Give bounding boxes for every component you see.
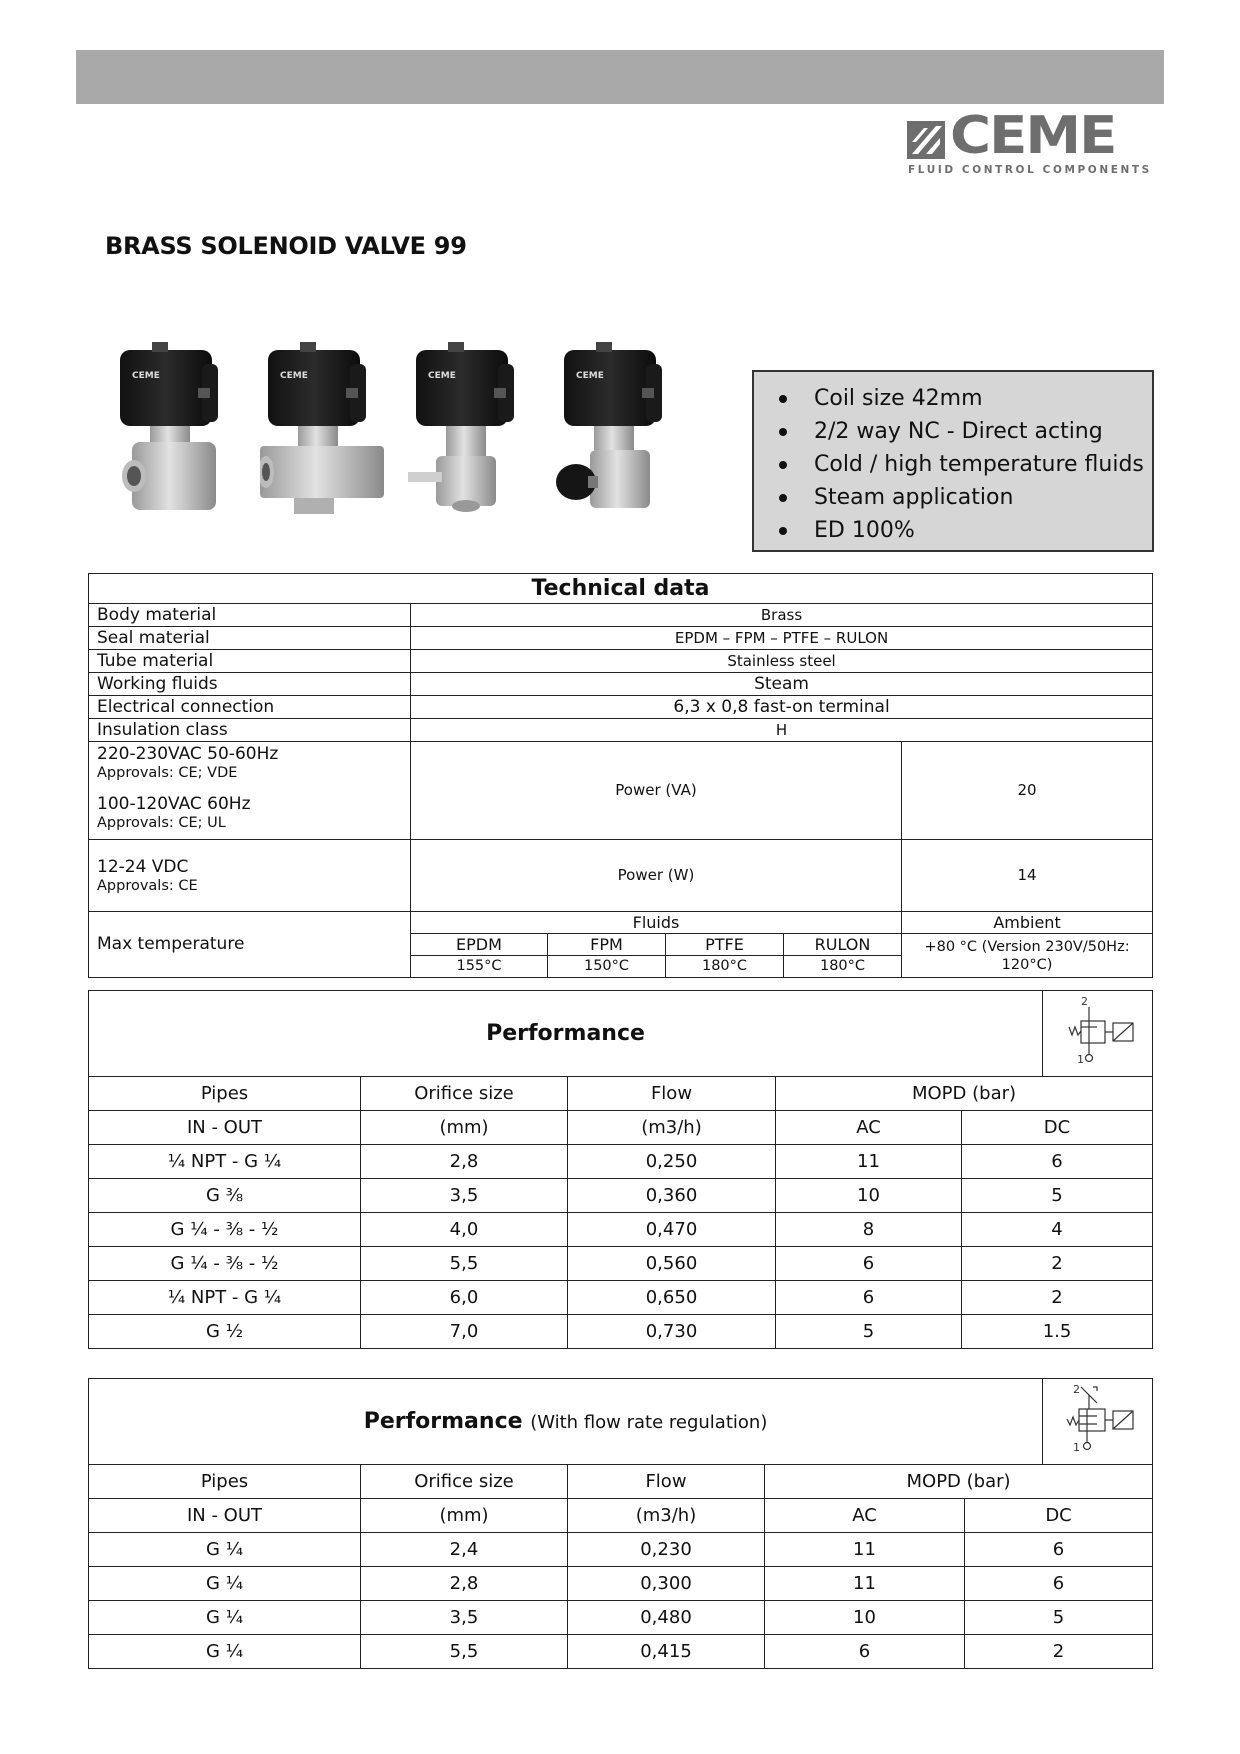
dc-power-row: 12-24 VDC Approvals: CE Power (W) 14 xyxy=(89,840,1153,912)
valve-image-2 xyxy=(260,342,390,520)
technical-data-title: Technical data xyxy=(89,574,1153,604)
valve-4-logo: CEME xyxy=(576,371,604,381)
page-title: BRASS SOLENOID VALVE 99 xyxy=(105,232,467,260)
table-row: G ⅜ 3,5 0,360 10 5 xyxy=(89,1179,1153,1213)
bullet-icon xyxy=(779,395,787,403)
valve-image-3 xyxy=(408,342,538,520)
logo-subtitle: FLUID CONTROL COMPONENTS xyxy=(908,164,1152,176)
table-row: G ¼ 2,8 0,300 11 6 xyxy=(89,1567,1153,1601)
svg-text:2: 2 xyxy=(1081,995,1089,1008)
valve-2-logo: CEME xyxy=(280,371,308,381)
max-temperature-row: Max temperature Fluids Ambient xyxy=(89,912,1153,934)
features-list xyxy=(768,382,1152,547)
table-row: G ¼ - ⅜ - ½ 4,0 0,470 8 4 xyxy=(89,1213,1153,1247)
bullet-icon xyxy=(779,527,787,535)
table-row: G ½ 7,0 0,730 5 1.5 xyxy=(89,1315,1153,1349)
bullet-icon xyxy=(779,428,787,436)
valve-symbol-icon xyxy=(1043,991,1153,1071)
table-row: G ¼ 5,5 0,415 6 2 xyxy=(89,1635,1153,1669)
table-row: Working fluids Steam xyxy=(89,673,1153,696)
feature-item: Coil size 42mm xyxy=(768,382,1152,415)
feature-item: ED 100% xyxy=(768,514,1152,547)
svg-text:1: 1 xyxy=(1073,1441,1081,1454)
valve-1-logo: CEME xyxy=(132,371,160,381)
product-images xyxy=(112,342,672,520)
feature-item: Steam application xyxy=(768,481,1152,514)
table-row: Body material Brass xyxy=(89,604,1153,627)
ac-power-row: 220-230VAC 50-60Hz Approvals: CE; VDE 100-120VAC 60Hz Approvals: CE; UL Power (VA) 20 xyxy=(89,742,1153,840)
valve-image-1 xyxy=(112,342,242,520)
performance-regulated-table xyxy=(88,1378,1153,1669)
valve-image-4 xyxy=(556,342,686,520)
table-header-row: IN - OUT (mm) (m3/h) AC DC xyxy=(89,1111,1153,1145)
regulated-valve-symbol-icon xyxy=(1043,1379,1153,1459)
features-box xyxy=(752,370,1154,552)
logo-word: CEME xyxy=(950,106,1116,166)
performance-regulated-title: Performance (With flow rate regulation) xyxy=(89,1379,1043,1465)
performance-table xyxy=(88,990,1153,1349)
valve-symbol-cell xyxy=(1043,991,1153,1077)
table-row: ¼ NPT - G ¼ 6,0 0,650 6 2 xyxy=(89,1281,1153,1315)
feature-item: 2/2 way NC - Direct acting xyxy=(768,415,1152,448)
table-header-row: IN - OUT (mm) (m3/h) AC DC xyxy=(89,1499,1153,1533)
table-row: G ¼ 2,4 0,230 11 6 xyxy=(89,1533,1153,1567)
ceme-logo-mark-icon xyxy=(906,120,946,160)
table-row: ¼ NPT - G ¼ 2,8 0,250 11 6 xyxy=(89,1145,1153,1179)
table-row: Insulation class H xyxy=(89,719,1153,742)
table-row: G ¼ - ⅜ - ½ 5,5 0,560 6 2 xyxy=(89,1247,1153,1281)
feature-item: Cold / high temperature fluids xyxy=(768,448,1152,481)
svg-text:2: 2 xyxy=(1073,1383,1081,1396)
table-row: Electrical connection 6,3 x 0,8 fast-on terminal xyxy=(89,696,1153,719)
table-row: Seal material EPDM – FPM – PTFE – RULON xyxy=(89,627,1153,650)
technical-data-table: Technical data Body material Brass Seal material EPDM – FPM – PTFE – RULON Tube material Stainless steel Working fluids Steam Electrical connection 6,3 x 0,8 fast-on terminal Insulation class H 220-230VAC 50-60Hz Approvals: CE; VDE 100-120VAC 60Hz Approvals: CE; UL Power (VA) 20 12-24 VDC Approvals: CE Power (W) 14 Max temperature Fluids Ambient EPDM FPM PTFE RULON +80 °C (Version 230V/50Hz: 120°C) 155°C 150°C 180°C 180°C xyxy=(88,573,1153,978)
table-row: G ¼ 3,5 0,480 10 5 xyxy=(89,1601,1153,1635)
table-header-row: Pipes Orifice size Flow MOPD (bar) xyxy=(89,1077,1153,1111)
bullet-icon xyxy=(779,461,787,469)
svg-text:1: 1 xyxy=(1077,1053,1085,1066)
table-row: Tube material Stainless steel xyxy=(89,650,1153,673)
table-header-row: Pipes Orifice size Flow MOPD (bar) xyxy=(89,1465,1153,1499)
valve-3-logo: CEME xyxy=(428,371,456,381)
valve-symbol-cell xyxy=(1043,1379,1153,1465)
ceme-logo xyxy=(906,106,1152,178)
header-bar xyxy=(76,50,1164,104)
bullet-icon xyxy=(779,494,787,502)
performance-title: Performance xyxy=(89,991,1043,1077)
